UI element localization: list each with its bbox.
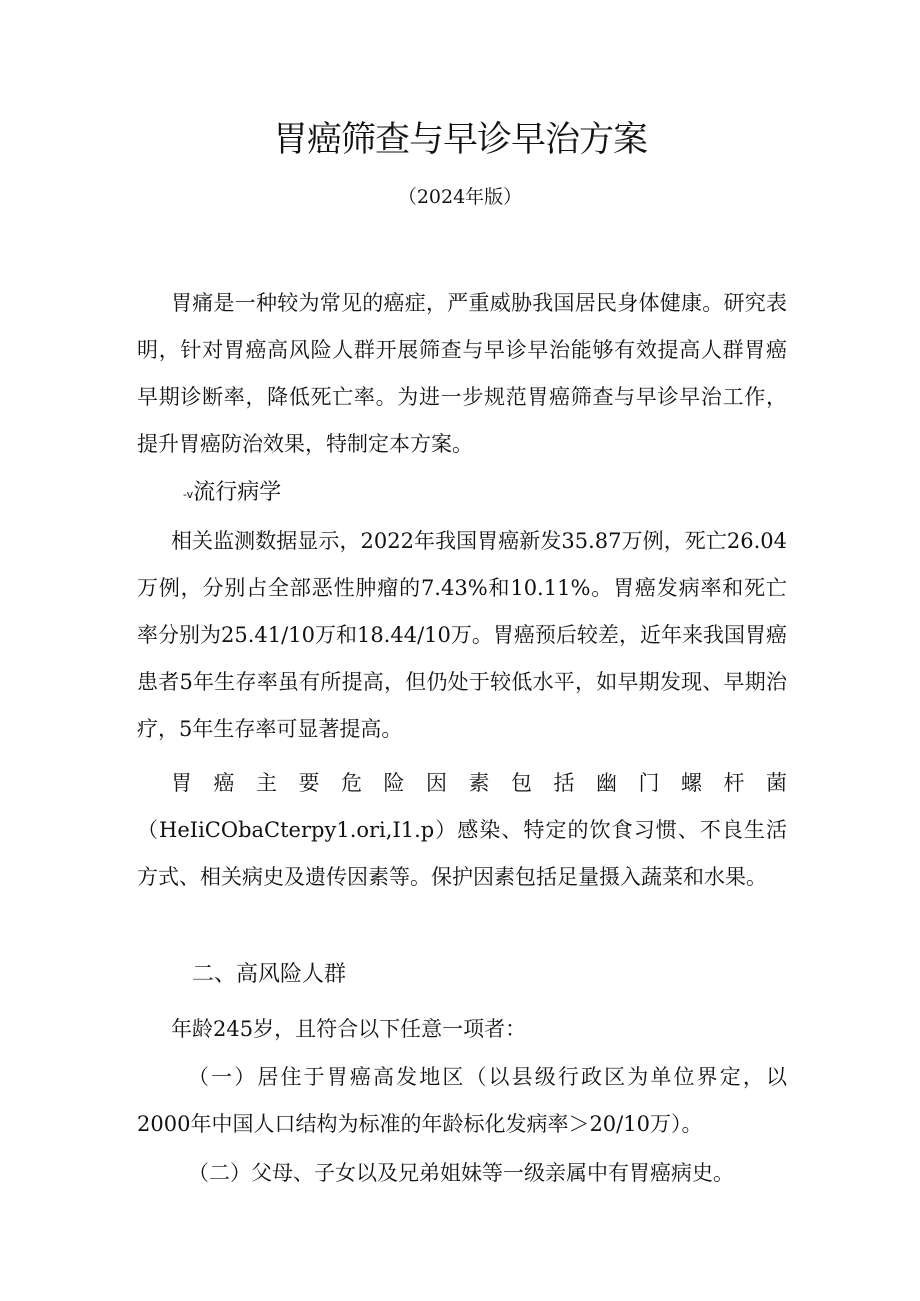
section-marker: -v (183, 488, 194, 501)
high-risk-lead: 年龄245岁，且符合以下任意一项者： (171, 1017, 527, 1041)
intro-paragraph: 胃痛是一种较为常见的癌症，严重威胁我国居民身体健康。研究表明，针对胃癌高风险人群开展筛查与早诊早治能够有效提高人群胃癌早期诊断率，降低死亡率。为进一步规范胃癌筛查与早诊早治工作，提升胃癌防治效果，特制定本方案。 (137, 291, 787, 456)
document-title: 胃癌筛查与早诊早治方案 (272, 120, 647, 160)
high-risk-item-2: （二）父母、子女以及兄弟姐妹等一级亲属中有胃癌病史。 (188, 1161, 734, 1185)
risk-factors-paragraph: 胃癌主要危险因素包括幽门螺杆菌（HeIiCObaCterpy1.ori,I1.p）感染、特定的饮食习惯、不良生活方式、相关病史及遗传因素等。保护因素包括足量摄入蔬菜和水果。 (137, 771, 787, 889)
section-heading-epidemiology (183, 478, 281, 510)
section-heading-high-risk-population: 二、高风险人群 (192, 962, 347, 987)
high-risk-item-1-text: （一）居住于胃癌高发地区（以县级行政区为单位界定，以2000年中国人口结构为标准的年龄标化发病率＞20/10万）。 (137, 1065, 787, 1136)
epidemiology-paragraph: 相关监测数据显示，2022年我国胃癌新发35.87万例，死亡26.04万例，分别占全部恶性肿瘤的7.43%和10.11%。胃癌发病率和死亡率分别为25.41/10万和18.44/10万。胃癌预后较差，近年来我国胃癌患者5年生存率虽有所提高，但仍处于较低水平，如早期发现、早期治疗，5年生存率可显著提高。 (137, 529, 787, 741)
document-subtitle: （2024年版） (397, 186, 523, 208)
high-risk-item-1 (137, 1054, 787, 1148)
section-heading-text: 流行病学 (193, 480, 282, 505)
